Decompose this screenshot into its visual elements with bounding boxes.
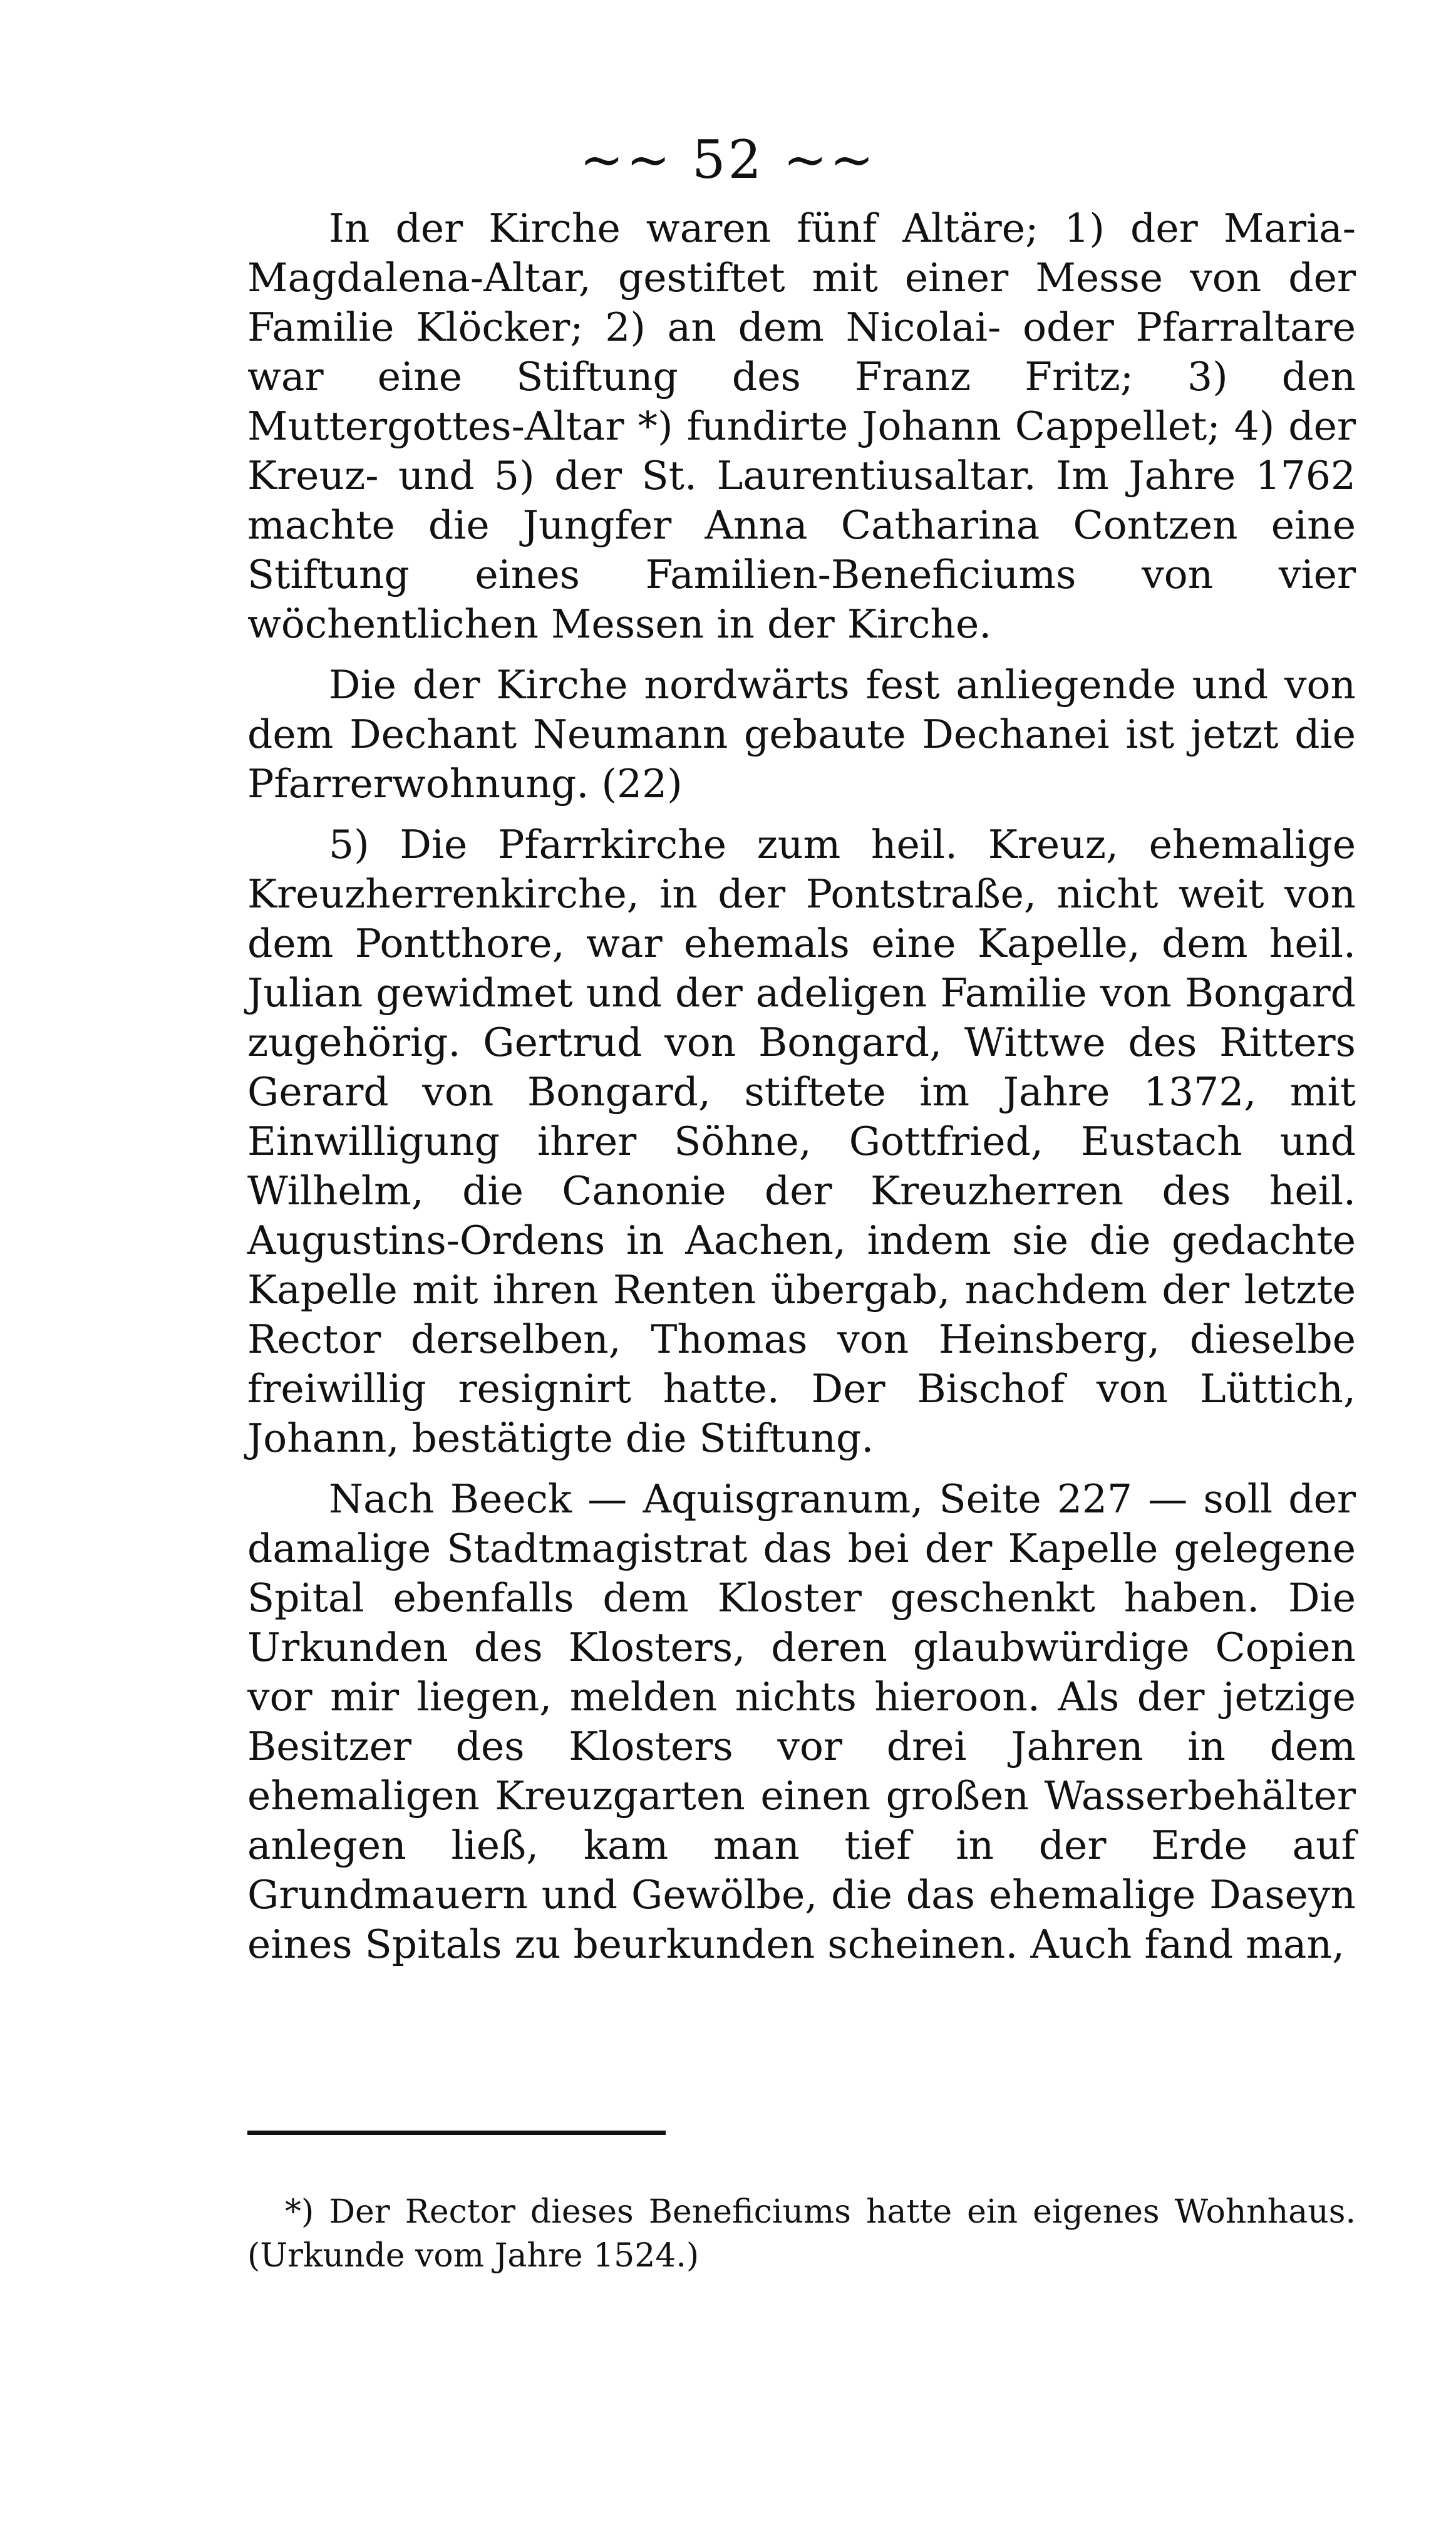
paragraph-dechanei: Die der Kirche nordwärts fest anliegende und von dem Dechant Neumann gebaute Dechanei ist jetzt die Pfarrerwohnung. (22) [247, 662, 1356, 807]
header-ornament-left: ~~ [579, 129, 673, 190]
footnote-divider [247, 2131, 666, 2135]
paragraph-beeck: Nach Beeck — Aquisgranum, Seite 227 — soll der damalige Stadtmagistrat das bei der Kapelle gelegene Spital ebenfalls dem Kloster geschenkt haben. Die Urkunden des Klosters, deren glaubwürdige Copien vor mir liegen, melden nichts hieroon. Als der jetzige Besitzer des Klosters vor drei Jahren in dem ehemaligen Kreuzgarten einen großen Wasserbehälter anlegen ließ, kam man tief in der Erde auf Grundmauern und Gewölbe, die das ehemalige Daseyn eines Spitals zu beurkunden scheinen. Auch fand man, [247, 1476, 1356, 1967]
paragraph-pfarrkirche: 5) Die Pfarrkirche zum heil. Kreuz, ehemalige Kreuzherrenkirche, in der Pontstraße, nicht weit von dem Pontthore, war ehemals eine Kapelle, dem heil. Julian gewidmet und der adeligen Familie von Bongard zugehörig. Gertrud von Bongard, Wittwe des Ritters Gerard von Bongard, stiftete im Jahre 1372, mit Einwilligung ihrer Söhne, Gottfried, Eustach und Wilhelm, die Canonie der Kreuzherren des heil. Augustins-Ordens in Aachen, indem sie die gedachte Kapelle mit ihren Renten übergab, nachdem der letzte Rector derselben, Thomas von Heinsberg, dieselbe freiwillig resignirt hatte. Der Bischof von Lüttich, Johann, bestätigte die Stiftung. [247, 822, 1356, 1461]
paragraph-altars: In der Kirche waren fünf Altäre; 1) der Maria-Magdalena-Altar, gestiftet mit einer Messe von der Familie Klöcker; 2) an dem Nicolai- oder Pfarraltare war eine Stiftung des Franz Fritz; 3) den Muttergottes-Altar *) fundirte Johann Cappellet; 4) der Kreuz- und 5) der St. Laurentiusaltar. Im Jahre 1762 machte die Jungfer Anna Catharina Contzen eine Stiftung eines Familien-Beneficiums von vier wöchentlichen Messen in der Kirche. [247, 205, 1356, 647]
main-text [247, 204, 1356, 1980]
page-header [0, 128, 1456, 191]
page-number: 52 [692, 129, 764, 190]
footnote: *) Der Rector dieses Beneficiums hatte ein eigenes Wohnhaus. (Urkunde vom Jahre 1524.) [247, 2193, 1356, 2275]
header-ornament-right: ~~ [783, 129, 877, 190]
